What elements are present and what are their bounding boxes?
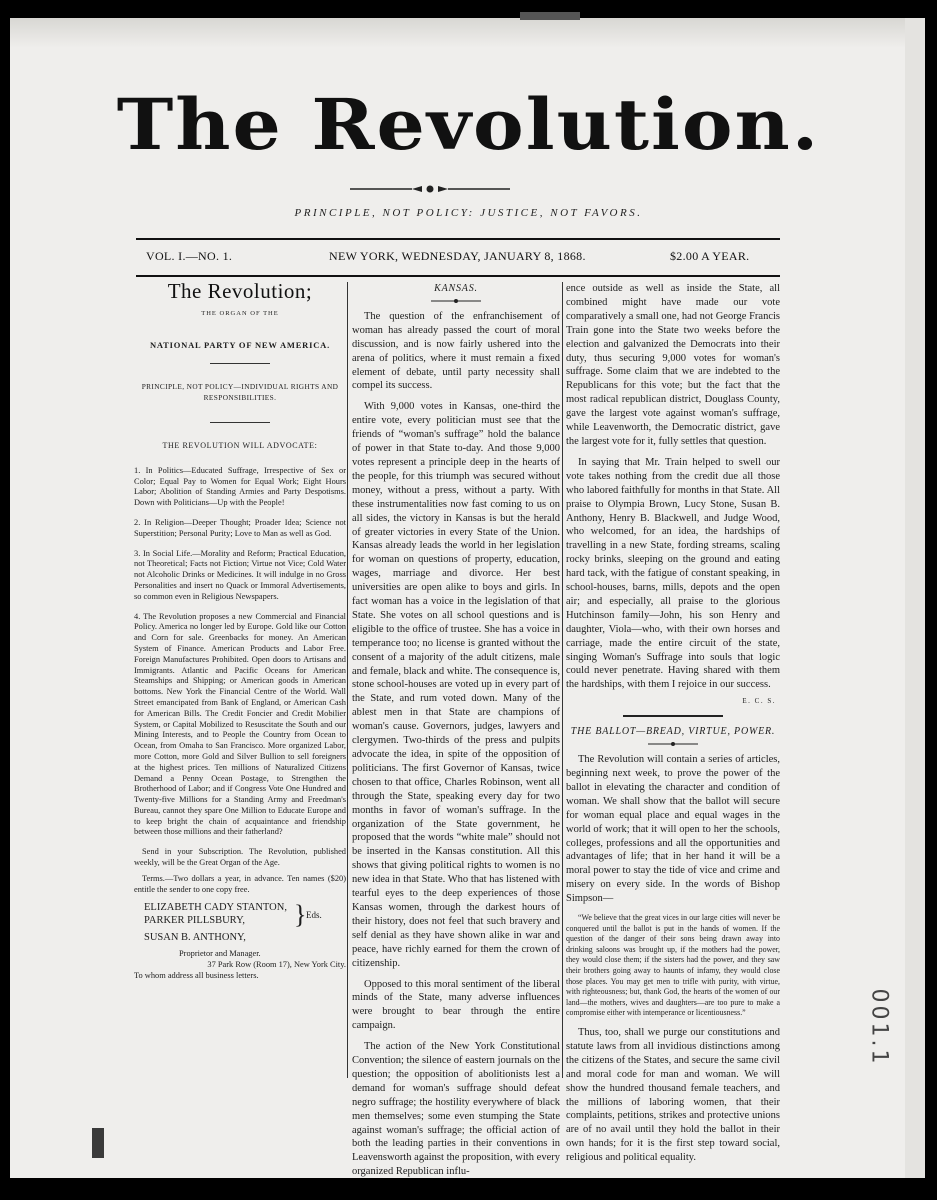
- bishop-simpson-quote: “We believe that the great vices in our large cities will never be conquered until the ballot is put in the hands of women. If the question of the danger of their sons being drawn away into drinking saloons was brought up, if the mothers had the power, they would close them; if the sisters had the power, and they saw their brothers going away to haunts of infamy, they would close those places. You may get men to trifle with purity, with virtue, with righteousness; but, thank God, the hearts of the women of our land—the mothers, wives and daughters—are too pure to make a compromise either with intemperance or licentiousness.”: [566, 913, 780, 1018]
- proprietor-title: Proprietor and Manager.: [179, 949, 261, 959]
- article-paragraph: The Revolution will contain a series of articles, beginning next week, to prove the power of the ballot in elevating the character and condition of woman. We shall show that the ballot will secure for woman equal place and equal wages in the world of work; that it will open to her the schools, colleges, professions and all the opportunities and advantages of life; that in her hand it will be a moral power to stay the tide of vice and crime and misery on every side. In the words of Bishop Simpson—: [566, 754, 780, 905]
- editor-name: ELIZABETH CADY STANTON,: [144, 902, 287, 914]
- advocate-heading: THE REVOLUTION WILL ADVOCATE:: [162, 440, 318, 450]
- divider: [210, 363, 270, 364]
- party-name: NATIONAL PARTY OF NEW AMERICA.: [149, 339, 331, 350]
- divider: [210, 422, 270, 423]
- page-shadow: [10, 18, 905, 48]
- prospectus-column: [134, 279, 346, 981]
- masthead-title: The Revolution.: [116, 83, 821, 166]
- article-paragraph: With 9,000 votes in Kansas, one-third the entire vote, every politician must see that the friends of “woman's suffrage” hold the balance of power in that State to-day. And those 9,000 votes represent a principle deep in the hearts of the people, for this triumph was secured without money, without a press, without a party. With these instrumentalities now fast coming to us on all sides, the victory in Kansas is but the herald of greater victories in every State of the Union. Kansas already leads the world in her legislation for woman on questions of property, education, wages, marriage and divorce. Her best universities are open alike to boys and girls. In fact woman has a voice in the legislation of that State. She votes on all school questions and is eligible to the office of trustee. She has a voice in temperance too; no license is granted without the consent of a majority of the adult citizens, male and female, black and white. The consequence is, stone school-houses are voted up in every part of the State, and rum voted down. Many of the ablest men in that State are champions of woman's cause. Governors, judges, lawyers and clergymen. Two-thirds of the press and pulpits advocate the idea, in spite of the opposition of politicians. The first Governor of Kansas, twice chosen to that office, Charles Robinson, went all through the State, speaking every day for two months in favor of woman's suffrage. In the organization of the State government, he proposed that the words “white male” should not be inserted in the Kansas constitution. All this shows that giving political rights to women is no new idea in that State. Who that has listened with tearful eyes to the deep experiences of those Kansas women, through the darkest hours of their history, does not feel that such bravery and self denial as they have shown alike in war and peace, have richly earned for them the crown of citizenship.: [352, 401, 560, 969]
- masthead-ornament: [350, 183, 510, 195]
- subscription-price: $2.00 A YEAR.: [670, 249, 750, 263]
- editor-name: PARKER PILLSBURY,: [144, 915, 245, 927]
- dateline-rule-top: [136, 238, 780, 240]
- editors-block: [144, 900, 346, 930]
- platform-item: 3. In Social Life.—Morality and Reform; Practical Education, not Theoretical; Facts not Fiction; Virtue not Vice; Cold Water not Alcoholic Drinks or Medicines. It will indulge in no Gross Personalities and insert no Quack or Immoral Advertisements, so common even in Religious Newspapers.: [134, 548, 346, 601]
- scan-mark: [92, 1128, 104, 1158]
- prospectus-title: The Revolution;: [167, 279, 313, 303]
- prospectus-subtitle: THE ORGAN OF THE: [201, 309, 279, 317]
- article-paragraph: Opposed to this moral sentiment of the liberal minds of the State, many adverse influences were brought to bear through the entire campaign.: [352, 978, 560, 1032]
- proprietor-name: SUSAN B. ANTHONY,: [144, 932, 246, 944]
- article-heading-ballot: THE BALLOT—BREAD, VIRTUE, POWER.: [570, 726, 776, 738]
- page-edge: [905, 18, 925, 1178]
- article-paragraph: The question of the enfranchisement of woman has already passed the court of moral discussion, and is now fairly ushered into the arena of politics, where it must remain a fixed element of debate, until party necessity shall compel its success.: [352, 310, 560, 392]
- issue-date: NEW YORK, WEDNESDAY, JANUARY 8, 1868.: [329, 249, 586, 263]
- dateline-rule-bottom: [136, 275, 780, 277]
- volume-number: VOL. I.—NO. 1.: [146, 249, 233, 263]
- office-address: 37 Park Row (Room 17), New York City.: [207, 960, 346, 970]
- kansas-article: [352, 282, 560, 1186]
- heading-ornament: [431, 298, 481, 304]
- scan-mark: [520, 12, 580, 20]
- platform-item: 1. In Politics—Educated Suffrage, Irrespective of Sex or Color; Equal Pay to Women for Equal Work; Eight Hours Labor; Abolition of Standing Armies and Party Despotisms. Down with Politicians—Up with the People!: [134, 465, 346, 508]
- heading-ornament: [648, 741, 698, 747]
- article-paragraph: Thus, too, shall we purge our constitutions and statute laws from all invidious distinctions among the citizens of the States, and secure the same civil and moral code for man and woman. We will show the hundred thousand female teachers, and the millions of laboring women, that their complaints, petitions, strikes and protective unions are of no avail until they hold the ballot in their own hands; for it is the first step toward social, religious and political equality.: [566, 1027, 780, 1164]
- subscription-note: Send in your Subscription. The Revolution, published weekly, will be the Great Organ of the Age.: [134, 847, 346, 868]
- article-signature: E. C. S.: [742, 697, 776, 706]
- editors-label: Eds.: [306, 910, 322, 921]
- business-letters-note: To whom address all business letters.: [134, 971, 259, 981]
- divider: [623, 715, 723, 717]
- principle-statement: PRINCIPLE, NOT POLICY—INDIVIDUAL RIGHTS AND RESPONSIBILITIES.: [141, 382, 339, 403]
- brace-glyph: }: [294, 900, 307, 930]
- article-heading-kansas: KANSAS.: [434, 283, 478, 294]
- terms-note: Terms.—Two dollars a year, in advance. Ten names ($20) entitle the sender to one copy free.: [134, 873, 346, 894]
- column-divider: [562, 282, 563, 1078]
- article-paragraph: In saying that Mr. Train helped to swell our vote takes nothing from the credit due all those who labored faithfully for months in that State. All praise to Olympia Brown, Lucy Stone, Susan B. Anthony, Henry B. Blackwell, and Judge Wood, who welcomed, for an idea, the hardships of travelling in a new State, fording streams, scaling rocky brinks, sleeping on the ground and eating hard tack, with the fatigue of constant speaking, in school-houses, barns, mills, depots and the open air; and especially, all praise to the glorious Hutchinson family—John, his son Henry and daughter, Viola—who, with their own horses and carriage, made the entire circuit of the state, singing Woman's Suffrage into souls that logic could never penetrate. Having shared with them the hardships, with them I rejoice in our success.: [566, 456, 780, 691]
- masthead-motto: PRINCIPLE, NOT POLICY: JUSTICE, NOT FAVORS.: [294, 207, 643, 219]
- kansas-article-continued: [566, 282, 780, 1172]
- platform-item: 2. In Religion—Deeper Thought; Proader Idea; Science not Superstition; Personal Purity; Love to Man as well as God.: [134, 517, 346, 538]
- handwritten-margin-note: 001.1: [866, 988, 892, 1067]
- column-divider: [347, 282, 348, 1078]
- article-paragraph: The action of the New York Constitutional Convention; the silence of eastern journals on the question; the opposition of abolitionists lest a demand for woman's suffrage should defeat negro suffrage; the hostility everywhere of black men themselves; some even stumping the State against woman's suffrage; the official action of both the leading parties in their conventions in Leavensworth against the proposition, with every organized Republican influ-: [352, 1041, 560, 1178]
- article-paragraph: ence outside as well as inside the State, all combined might have made our vote comparatively a small one, had not George Francis Train gone into the State two weeks before the election and galvanized the Democrats into their duty, thus securing 9,000 votes for woman's suffrage. Some claim that we are indebted to the Republicans for this vote; but the fact that the most radical republican district, Douglass County, gave the largest vote against woman's suffrage, while Leavenworth, the Democratic district, gave the largest vote for it, fully settles that question.: [566, 283, 780, 447]
- platform-item: 4. The Revolution proposes a new Commercial and Financial Policy. America no longer led by Europe. Gold like our Cotton and Corn for sale. Greenbacks for money. An American System of Finance. American Products and Labor Free. Foreign Manufactures Prohibited. Open doors to Artisans and Immigrants. Atlantic and Pacific Oceans for American Steamships and Shipping; or American goods in American bottoms. New York the Financial Centre of the World. Wall Street emancipated from Bank of England, or American Cash for American Bills. The Credit Foncier and Credit Mobilier System, or Capital Mobilized to Resuscitate the South and our Mining Interests, and to People the Country from Ocean to Ocean, from Omaha to San Francisco. More organized Labor, more Cotton, more Gold and Silver Bullion to sell foreigners at the highest prices. Ten millions of Naturalized Citizens Demand a Penny Ocean Postage, to Strengthen the Brotherhood of Labor; and if Congress Vote One Hundred and Twenty-five Millions for a Standing Army and Freedman's Bureau, cannot they spare One Million to Educate Europe and to keep bright the chain of acquaintance and friendship between those millions and their fatherland?: [134, 611, 346, 837]
